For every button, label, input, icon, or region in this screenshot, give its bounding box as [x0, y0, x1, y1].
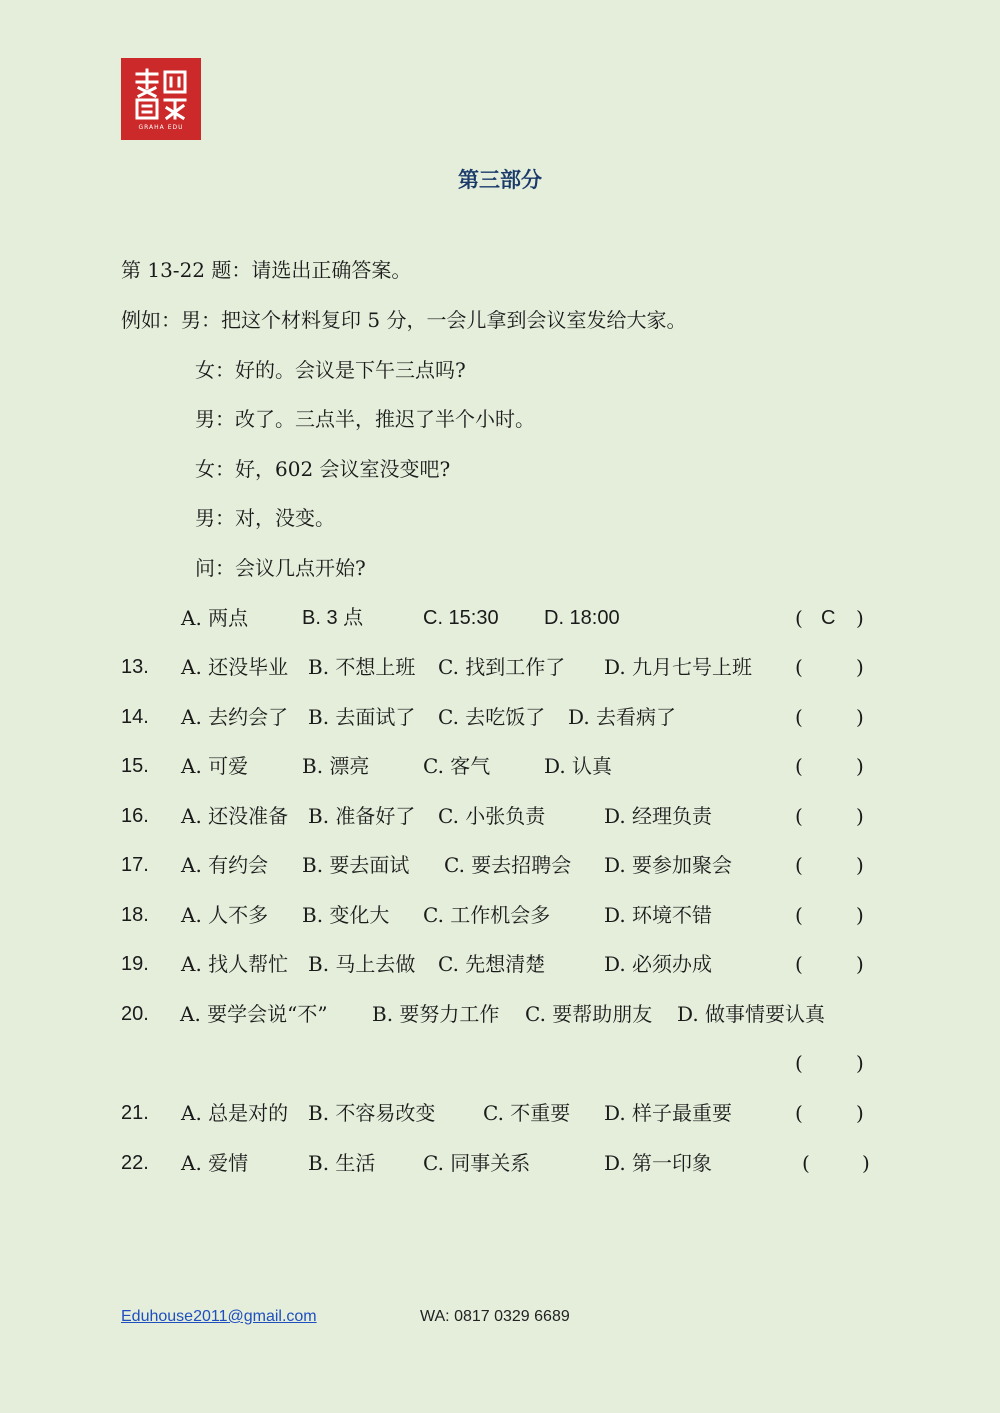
option-d: D. 认真 — [544, 754, 613, 778]
question-15 — [0, 751, 1000, 781]
option-d: D. 样子最重要 — [604, 1101, 733, 1125]
paren-close: ) — [862, 1151, 870, 1175]
option-a: A. 还没准备 — [181, 804, 289, 828]
example-line-2: 女：好的。会议是下午三点吗? — [195, 358, 466, 382]
paren-close: ) — [856, 754, 864, 778]
paren-close: ) — [856, 1101, 864, 1125]
option-b: B. 生活 — [308, 1151, 376, 1175]
paren-close: ) — [856, 705, 864, 729]
question-19 — [0, 949, 1000, 979]
example-line-3: 男：改了。三点半，推迟了半个小时。 — [195, 407, 535, 431]
example-option-d: D. 18:00 — [544, 607, 620, 629]
question-number: 16. — [121, 805, 149, 827]
option-d: D. 经理负责 — [604, 804, 713, 828]
option-b: B. 不想上班 — [308, 655, 416, 679]
question-17 — [0, 850, 1000, 880]
paren-close: ) — [856, 655, 864, 679]
option-b: B. 不容易改变 — [308, 1101, 436, 1125]
instruction: 第 13-22 题：请选出正确答案。 — [121, 258, 412, 282]
paren-open: ( — [795, 853, 803, 877]
example-option-b: B. 3 点 — [302, 607, 364, 629]
paren-close: ) — [856, 903, 864, 927]
option-d: D. 九月七号上班 — [604, 655, 753, 679]
logo — [121, 58, 201, 140]
question-13 — [0, 652, 1000, 682]
option-a: A. 总是对的 — [181, 1101, 289, 1125]
option-c: C. 要去招聘会 — [444, 853, 572, 877]
option-c: C. 要帮助朋友 — [525, 1002, 653, 1026]
option-c: C. 工作机会多 — [423, 903, 551, 927]
example-line-1: 例如：男：把这个材料复印 5 分，一会儿拿到会议室发给大家。 — [121, 308, 687, 332]
option-c: C. 去吃饭了 — [438, 705, 546, 729]
paren-open: ( — [795, 804, 803, 828]
paren-close: ) — [856, 606, 864, 630]
question-number: 17. — [121, 854, 149, 876]
question-22 — [0, 1148, 1000, 1178]
example-line-4: 女：好，602 会议室没变吧? — [195, 457, 451, 481]
option-a: A. 有约会 — [181, 853, 269, 877]
option-c: C. 小张负责 — [438, 804, 546, 828]
question-number: 22. — [121, 1152, 149, 1174]
paren-open: ( — [795, 1051, 803, 1075]
option-a: A. 找人帮忙 — [181, 952, 289, 976]
example-line-6: 问：会议几点开始? — [195, 556, 366, 580]
option-c: C. 不重要 — [483, 1101, 571, 1125]
option-b: B. 马上去做 — [308, 952, 416, 976]
option-a: A. 可爱 — [181, 754, 249, 778]
option-d: D. 做事情要认真 — [677, 1002, 826, 1026]
option-b: B. 要去面试 — [302, 853, 410, 877]
question-18 — [0, 900, 1000, 930]
question-number: 18. — [121, 904, 149, 926]
option-a: A. 要学会说“不” — [180, 1002, 328, 1026]
question-16 — [0, 801, 1000, 831]
option-d: D. 要参加聚会 — [604, 853, 733, 877]
question-number: 15. — [121, 755, 149, 777]
option-c: C. 找到工作了 — [438, 655, 566, 679]
option-b: B. 变化大 — [302, 903, 390, 927]
paren-open: ( — [795, 606, 803, 630]
question-number: 14. — [121, 706, 149, 728]
question-number: 21. — [121, 1102, 149, 1124]
paren-open: ( — [795, 952, 803, 976]
question-number: 20. — [121, 1003, 149, 1025]
option-a: A. 爱情 — [181, 1151, 249, 1175]
question-number: 19. — [121, 953, 149, 975]
question-21 — [0, 1098, 1000, 1128]
option-c: C. 先想清楚 — [438, 952, 546, 976]
option-d: D. 去看病了 — [568, 705, 677, 729]
paren-close: ) — [856, 1051, 864, 1075]
paren-open: ( — [795, 1101, 803, 1125]
example-option-c: C. 15:30 — [423, 607, 499, 629]
footer-whatsapp: WA: 0817 0329 6689 — [420, 1308, 570, 1325]
paren-open: ( — [795, 705, 803, 729]
example-answer: C — [821, 607, 836, 629]
paren-open: ( — [795, 754, 803, 778]
paren-close: ) — [856, 853, 864, 877]
paren-close: ) — [856, 804, 864, 828]
question-20-answer — [0, 1048, 1000, 1078]
paren-open: ( — [795, 655, 803, 679]
option-a: A. 还没毕业 — [181, 655, 289, 679]
question-20 — [0, 999, 1000, 1029]
paren-open: ( — [795, 903, 803, 927]
option-d: D. 第一印象 — [604, 1151, 713, 1175]
option-a: A. 去约会了 — [181, 705, 289, 729]
option-b: B. 准备好了 — [308, 804, 416, 828]
option-c: C. 同事关系 — [423, 1151, 531, 1175]
option-a: A. 人不多 — [181, 903, 269, 927]
section-title: 第三部分 — [458, 167, 542, 192]
example-options — [0, 603, 1000, 633]
question-14 — [0, 702, 1000, 732]
option-d: D. 环境不错 — [604, 903, 713, 927]
footer-email-link[interactable]: Eduhouse2011@gmail.com — [121, 1308, 317, 1325]
example-line-5: 男：对，没变。 — [195, 506, 335, 530]
example-option-a: A. 两点 — [181, 606, 249, 630]
question-number: 13. — [121, 656, 149, 678]
option-b: B. 要努力工作 — [372, 1002, 500, 1026]
option-d: D. 必须办成 — [604, 952, 713, 976]
option-b: B. 漂亮 — [302, 754, 370, 778]
option-c: C. 客气 — [423, 754, 491, 778]
paren-close: ) — [856, 952, 864, 976]
logo-text: GRAHA EDU — [138, 124, 184, 131]
seal-logo-icon — [131, 66, 191, 122]
paren-open: ( — [802, 1151, 810, 1175]
option-b: B. 去面试了 — [308, 705, 416, 729]
